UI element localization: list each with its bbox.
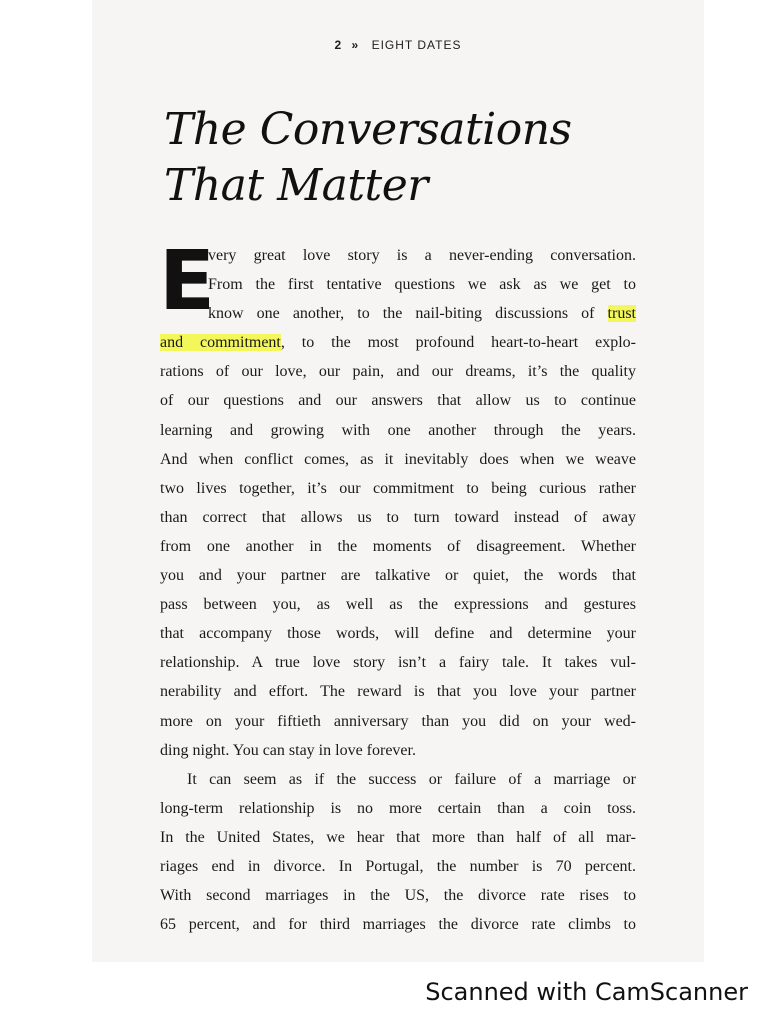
text-line: rations of our love, our pain, and our dreams, it’s the quality xyxy=(160,363,636,381)
text-line: more on your fiftieth anniversary than you did on your wed- xyxy=(160,712,636,730)
chapter-title-line-2: That Matter xyxy=(164,160,428,211)
highlighted-text: trust xyxy=(607,305,636,323)
chapter-title xyxy=(164,102,572,214)
text-line: riages end in divorce. In Portugal, the number is 70 percent. xyxy=(160,857,636,875)
text-line: very great love story is a never-ending conversation. xyxy=(208,247,636,264)
text-line: From the first tentative questions we ask as we get to xyxy=(208,276,636,294)
text-line: that accompany those words, will define and determine your xyxy=(160,625,636,643)
page-number: 2 xyxy=(334,38,343,52)
text-line: than correct that allows us to turn toward instead of away xyxy=(160,508,636,526)
highlighted-text: and commitment xyxy=(160,334,281,352)
book-page xyxy=(92,0,704,962)
text-line: you and your partner are talkative or quiet, the words that xyxy=(160,567,636,585)
text-line xyxy=(160,299,636,328)
chapter-title-line-1: The Conversations xyxy=(164,104,572,155)
text-segment: know one another, to the nail-biting discussions of xyxy=(208,305,608,323)
running-head xyxy=(92,38,704,52)
text-line: 65 percent, and for third marriages the divorce rate climbs to xyxy=(160,916,636,934)
text-line: In the United States, we hear that more than half of all mar- xyxy=(160,828,636,846)
text-line: And when conflict comes, as it inevitably does when we weave xyxy=(160,450,636,468)
body-text xyxy=(159,234,636,939)
text-line: nerability and effort. The reward is that you love your partner xyxy=(160,683,636,701)
text-line: two lives together, it’s our commitment to being curious rather xyxy=(160,479,636,497)
text-line: learning and growing with one another through the years. xyxy=(160,421,636,439)
text-line: It can seem as if the success or failure of a marriage or xyxy=(187,770,636,788)
text-line: ding night. You can stay in love forever. xyxy=(160,741,416,759)
text-line: relationship. A true love story isn’t a fairy tale. It takes vul- xyxy=(160,654,636,672)
drop-cap: E xyxy=(159,234,216,329)
text-line: of our questions and our answers that allow us to continue xyxy=(160,392,636,410)
text-line: from one another in the moments of disagreement. Whether xyxy=(160,537,636,555)
text-line: With second marriages in the US, the divorce rate rises to xyxy=(160,887,636,905)
separator-icon: » xyxy=(351,38,360,52)
book-title: EIGHT DATES xyxy=(371,38,462,52)
camscanner-watermark: Scanned with CamScanner xyxy=(425,978,748,1006)
text-segment: , to the most profound heart-to-heart explo- xyxy=(280,334,636,352)
text-line: pass between you, as well as the expressions and gestures xyxy=(160,596,636,614)
text-line: long-term relationship is no more certain than a coin toss. xyxy=(160,799,636,817)
text-line xyxy=(160,328,636,357)
